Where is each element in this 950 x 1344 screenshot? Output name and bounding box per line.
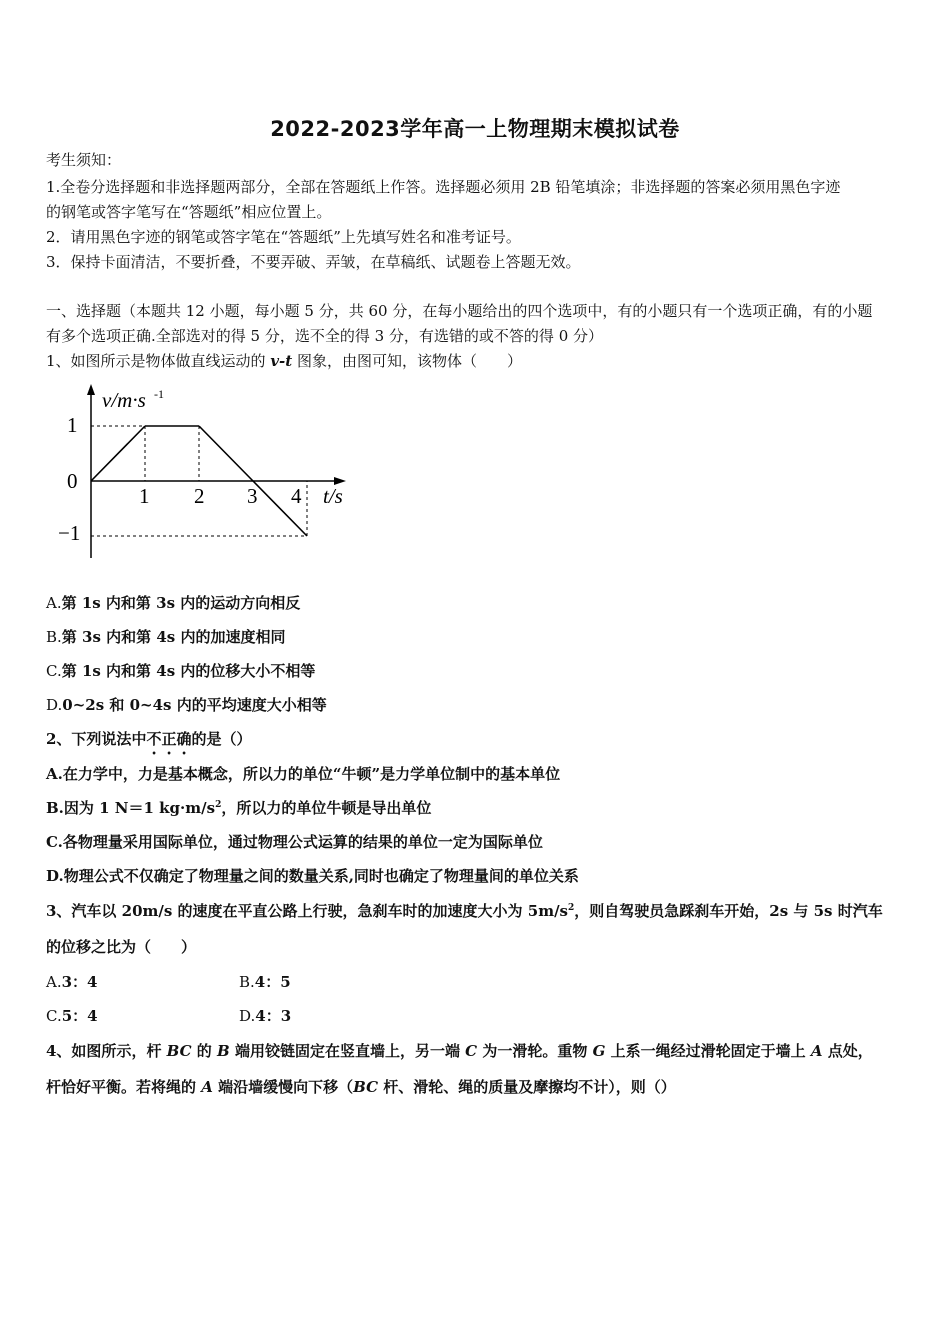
x-tick-label-4: 4: [291, 484, 302, 508]
q4-text: 点处，: [822, 1042, 873, 1060]
y-tick-label-neg1: −1: [58, 521, 81, 545]
q1-option-c-label: C.: [46, 662, 62, 680]
q2-stem: [46, 730, 910, 758]
q1-option-d-label: D.: [46, 696, 63, 714]
notice-item-1: 1.全卷分选择题和非选择题两部分，全部在答题纸上作答。选择题必须用 2B 铅笔填涂；非选择题的答案必须用黑色字迹: [46, 178, 841, 196]
x-tick-label-2: 2: [194, 484, 205, 508]
q4-text: 端用铰链固定在竖直墙上，另一端: [229, 1042, 466, 1060]
q4-var: BC: [166, 1042, 192, 1060]
y-tick-label-0: 0: [67, 469, 78, 493]
vt-line-segment: [91, 426, 145, 481]
y-axis-arrow: [87, 384, 95, 395]
q4-var: G: [592, 1042, 606, 1060]
q1-option-a-text: 第 1s 内和第 3s 内的运动方向相反: [61, 594, 301, 612]
q4-var: A: [810, 1042, 823, 1060]
notice-item-3: 3．保持卡面清洁，不要折叠，不要弄破、弄皱，在草稿纸、试题卷上答题无效。: [46, 253, 581, 271]
q4-text: 上系一绳经过滑轮固定于墙上: [605, 1042, 811, 1060]
q2-option-b-sup: 2: [215, 800, 222, 810]
q3-stem-line-2: 的位移之比为（ ）: [46, 938, 197, 956]
q4-var: BC: [353, 1078, 379, 1096]
q2-stem-b: 的是（）: [191, 730, 252, 748]
q3-stem-a: 3、汽车以 20m/s 的速度在平直公路上行驶，急刹车时的加速度大小为 5m/s: [46, 902, 569, 920]
q2-option-b[interactable]: [46, 799, 431, 817]
q1-option-d[interactable]: [46, 696, 327, 714]
q4-text: 为一滑轮。重物: [477, 1042, 593, 1060]
q2-option-d[interactable]: D.物理公式不仅确定了物理量之间的数量关系,同时也确定了物理量间的单位关系: [46, 867, 579, 885]
q2-stem-emphasis: 不正确: [146, 730, 192, 748]
q4-stem-line-1: [46, 1042, 910, 1060]
q4-var: B: [217, 1042, 230, 1060]
q3-option-a[interactable]: [46, 973, 97, 991]
q3-option-a-label: A.: [46, 973, 62, 991]
q1-option-d-text: 0~2s 和 0~4s 内的平均速度大小相等: [62, 696, 327, 714]
q2-option-b-tail: ，所以力的单位牛顿是导出单位: [221, 799, 432, 817]
q1-stem: [46, 352, 910, 370]
y-axis-label-sup: -1: [154, 387, 164, 401]
q4-text: 杆恰好平衡。若将绳的: [46, 1078, 202, 1096]
q3-stem-line-1: [46, 902, 910, 920]
x-axis-label: t/s: [323, 484, 343, 508]
q3-option-d-label: D.: [239, 1007, 256, 1025]
vt-graph: [50, 378, 360, 568]
q3-option-b[interactable]: [239, 973, 291, 991]
q1-option-a[interactable]: [46, 594, 300, 612]
section-heading-line-1: 一、选择题（本题共 12 小题，每小题 5 分，共 60 分，在每小题给出的四个选项中，有的小题只有一个选项正确，有的小题: [46, 302, 873, 320]
q4-text: 端沿墙缓慢向下移（: [212, 1078, 354, 1096]
q2-stem-a: 2、下列说法中: [46, 730, 147, 748]
notice-item-2: 2．请用黑色字迹的钢笔或答字笔在“答题纸”上先填写姓名和准考证号。: [46, 228, 521, 246]
q1-option-b-text: 第 3s 内和第 4s 内的加速度相同: [61, 628, 286, 646]
page-title: 2022-2023学年高一上物理期末模拟试卷: [270, 117, 680, 141]
q1-option-b-label: B.: [46, 628, 62, 646]
x-tick-label-3: 3: [247, 484, 258, 508]
q4-text: 杆、滑轮、绳的质量及摩擦均不计），则（）: [378, 1078, 676, 1096]
vt-line-segment: [199, 426, 253, 481]
q3-option-d[interactable]: [239, 1007, 291, 1025]
q3-stem-sup: 2: [568, 903, 575, 913]
q4-text: 4、如图所示，杆: [46, 1042, 167, 1060]
q2-option-b-text: B.因为 1 N＝1 kg·m/s: [46, 799, 216, 817]
q1-option-c-text: 第 1s 内和第 4s 内的位移大小不相等: [61, 662, 316, 680]
q3-option-c-label: C.: [46, 1007, 62, 1025]
q1-option-c[interactable]: [46, 662, 315, 680]
section-heading-line-2: 有多个选项正确.全部选对的得 5 分，选不全的得 3 分，有选错的或不答的得 0 分）: [46, 327, 604, 345]
q2-option-c[interactable]: C.各物理量采用国际单位，通过物理公式运算的结果的单位一定为国际单位: [46, 833, 543, 851]
q3-stem-b: ，则自驾驶员急踩刹车开始，2s 与 5s 时汽车: [574, 902, 883, 920]
y-tick-label-1: 1: [67, 413, 78, 437]
q3-option-a-text: 3：4: [61, 973, 98, 991]
q2-option-a[interactable]: A.在力学中，力是基本概念，所以力的单位“牛顿”是力学单位制中的基本单位: [46, 765, 561, 783]
q1-stem-b: 图象，由图可知，该物体（ ）: [292, 352, 522, 370]
q3-option-b-label: B.: [239, 973, 255, 991]
notice-item-1-cont: 的钢笔或答字笔写在“答题纸”相应位置上。: [46, 203, 332, 221]
q1-option-a-label: A.: [46, 594, 62, 612]
q3-option-b-text: 4：5: [254, 973, 291, 991]
q3-option-d-text: 4：3: [255, 1007, 292, 1025]
q4-var: A: [201, 1078, 213, 1096]
q1-option-b[interactable]: [46, 628, 285, 646]
q4-text: 的: [191, 1042, 218, 1060]
q3-option-c[interactable]: [46, 1007, 98, 1025]
q4-stem-line-2: [46, 1078, 910, 1096]
q4-var: C: [465, 1042, 478, 1060]
q1-stem-var: v-t: [270, 352, 293, 370]
q3-option-c-text: 5：4: [61, 1007, 98, 1025]
notice-heading: 考生须知：: [46, 151, 122, 169]
x-tick-label-1: 1: [139, 484, 150, 508]
y-axis-label: v/m·s: [102, 388, 146, 412]
q1-stem-a: 1、如图所示是物体做直线运动的: [46, 352, 271, 370]
